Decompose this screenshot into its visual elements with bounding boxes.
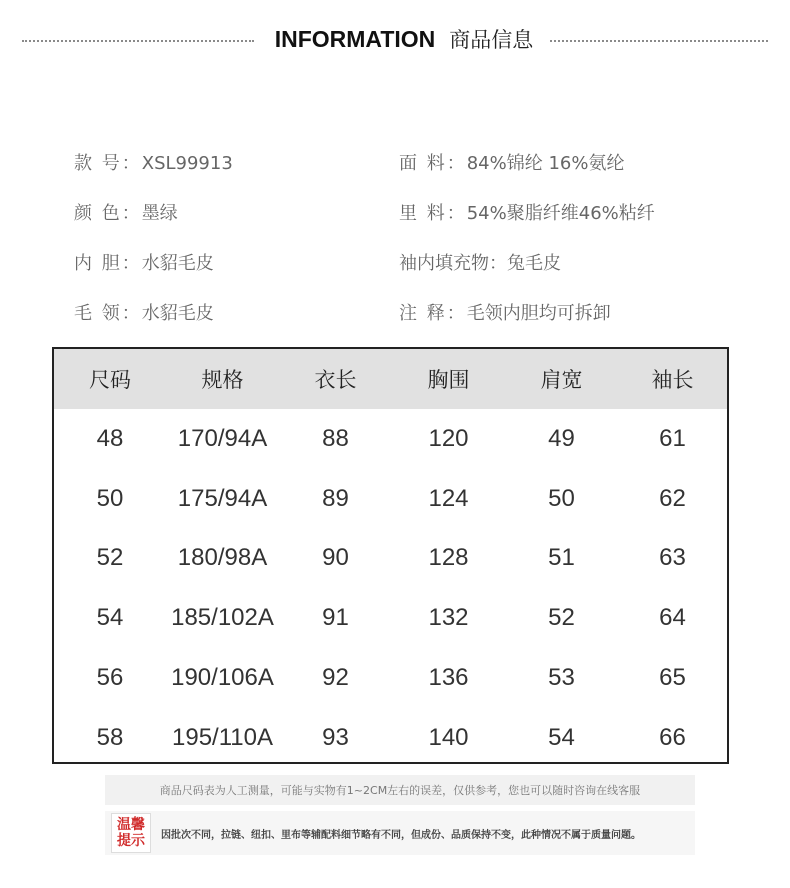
info-key: 里 料： bbox=[399, 203, 467, 224]
table-cell: 93 bbox=[322, 723, 349, 751]
table-cell: 89 bbox=[322, 484, 349, 512]
table-row bbox=[54, 409, 727, 469]
header-dots-left bbox=[22, 40, 254, 42]
table-cell: 132 bbox=[428, 604, 469, 632]
warm-tip-badge-line2: 提示 bbox=[117, 833, 145, 849]
table-cell: 51 bbox=[548, 544, 575, 572]
table-cell: 136 bbox=[428, 664, 469, 692]
table-cell: 65 bbox=[659, 664, 686, 692]
table-row bbox=[54, 469, 727, 529]
column-header-sleeve: 袖长 bbox=[651, 368, 694, 392]
info-key: 注 释： bbox=[399, 303, 467, 324]
column-header-size: 尺码 bbox=[89, 368, 131, 392]
table-cell: 49 bbox=[548, 424, 575, 452]
table-cell: 50 bbox=[96, 484, 124, 512]
table-cell: 61 bbox=[659, 424, 686, 452]
table-cell: 175/94A bbox=[177, 484, 268, 512]
info-key: 袖内填充物： bbox=[399, 253, 507, 274]
table-cell: 90 bbox=[322, 544, 349, 572]
table-cell: 50 bbox=[548, 484, 575, 512]
table-row bbox=[54, 708, 727, 768]
column-header-spec: 规格 bbox=[201, 368, 244, 392]
table-cell: 56 bbox=[96, 664, 124, 692]
table-row bbox=[54, 529, 727, 589]
column-header-length: 衣长 bbox=[314, 368, 357, 392]
section-title bbox=[258, 22, 550, 56]
info-key: 面 料： bbox=[399, 153, 467, 174]
info-key: 款 号： bbox=[74, 153, 142, 174]
table-cell: 88 bbox=[322, 424, 349, 452]
table-cell: 48 bbox=[96, 424, 124, 452]
info-value: 墨绿 bbox=[141, 203, 178, 224]
table-cell: 170/94A bbox=[177, 424, 268, 452]
info-item-style-no bbox=[74, 149, 233, 175]
column-header-shoulder: 肩宽 bbox=[540, 368, 583, 392]
measurement-note: 商品尺码表为人工测量，可能与实物有1~2CM左右的误差，仅供参考，您也可以随时咨询在线客服 bbox=[105, 775, 695, 805]
table-cell: 66 bbox=[659, 723, 686, 751]
table-cell: 120 bbox=[428, 424, 469, 452]
info-item-sleeve-filling bbox=[399, 249, 561, 275]
info-key: 颜 色： bbox=[74, 203, 142, 224]
table-header-row bbox=[54, 349, 727, 409]
table-cell: 54 bbox=[96, 604, 124, 632]
table-cell: 180/98A bbox=[177, 544, 268, 572]
table-cell: 195/110A bbox=[172, 723, 273, 751]
header-dots-right bbox=[550, 40, 768, 42]
table-cell: 124 bbox=[428, 484, 469, 512]
table-cell: 92 bbox=[322, 664, 349, 692]
column-header-chest: 胸围 bbox=[427, 368, 470, 392]
warm-tip-badge-line1: 温馨 bbox=[117, 817, 145, 833]
warm-tip-text: 因批次不同，拉链、纽扣、里布等辅配料细节略有不同，但成份、品质保持不变，此种情况不属于质量问题。 bbox=[161, 829, 641, 841]
info-key: 内 胆： bbox=[74, 253, 142, 274]
info-item-fabric bbox=[399, 149, 624, 175]
info-key: 毛 领： bbox=[74, 303, 142, 324]
table-cell: 190/106A bbox=[171, 664, 274, 692]
warm-tip-badge bbox=[111, 813, 151, 853]
table-cell: 52 bbox=[548, 604, 575, 632]
table-cell: 62 bbox=[659, 484, 686, 512]
table-cell: 128 bbox=[428, 544, 469, 572]
info-value: 54%聚脂纤维46%粘纤 bbox=[466, 203, 655, 224]
info-item-color bbox=[74, 199, 178, 225]
table-cell: 140 bbox=[428, 723, 469, 751]
table-row bbox=[54, 588, 727, 648]
info-item-remark bbox=[399, 299, 611, 325]
section-title-cn: 商品信息 bbox=[449, 28, 534, 52]
table-cell: 63 bbox=[659, 544, 686, 572]
table-cell: 53 bbox=[548, 664, 575, 692]
table-cell: 185/102A bbox=[171, 604, 274, 632]
table-cell: 91 bbox=[322, 604, 349, 632]
info-item-lining bbox=[74, 249, 214, 275]
table-cell: 64 bbox=[659, 604, 686, 632]
warm-tip-banner bbox=[105, 811, 695, 855]
section-title-en: INFORMATION bbox=[274, 25, 436, 52]
table-cell: 52 bbox=[96, 544, 124, 572]
info-value: 水貂毛皮 bbox=[141, 303, 214, 324]
table-cell: 54 bbox=[548, 723, 575, 751]
info-value: XSL99913 bbox=[141, 153, 233, 174]
table-cell: 58 bbox=[96, 723, 124, 751]
info-item-inner-fabric bbox=[399, 199, 655, 225]
table-row bbox=[54, 648, 727, 708]
info-value: 水貂毛皮 bbox=[141, 253, 214, 274]
info-value: 兔毛皮 bbox=[507, 253, 561, 274]
info-value: 84%锦纶 16%氨纶 bbox=[466, 153, 625, 174]
size-table bbox=[52, 347, 729, 764]
info-item-collar bbox=[74, 299, 214, 325]
info-value: 毛领内胆均可拆卸 bbox=[466, 303, 611, 324]
